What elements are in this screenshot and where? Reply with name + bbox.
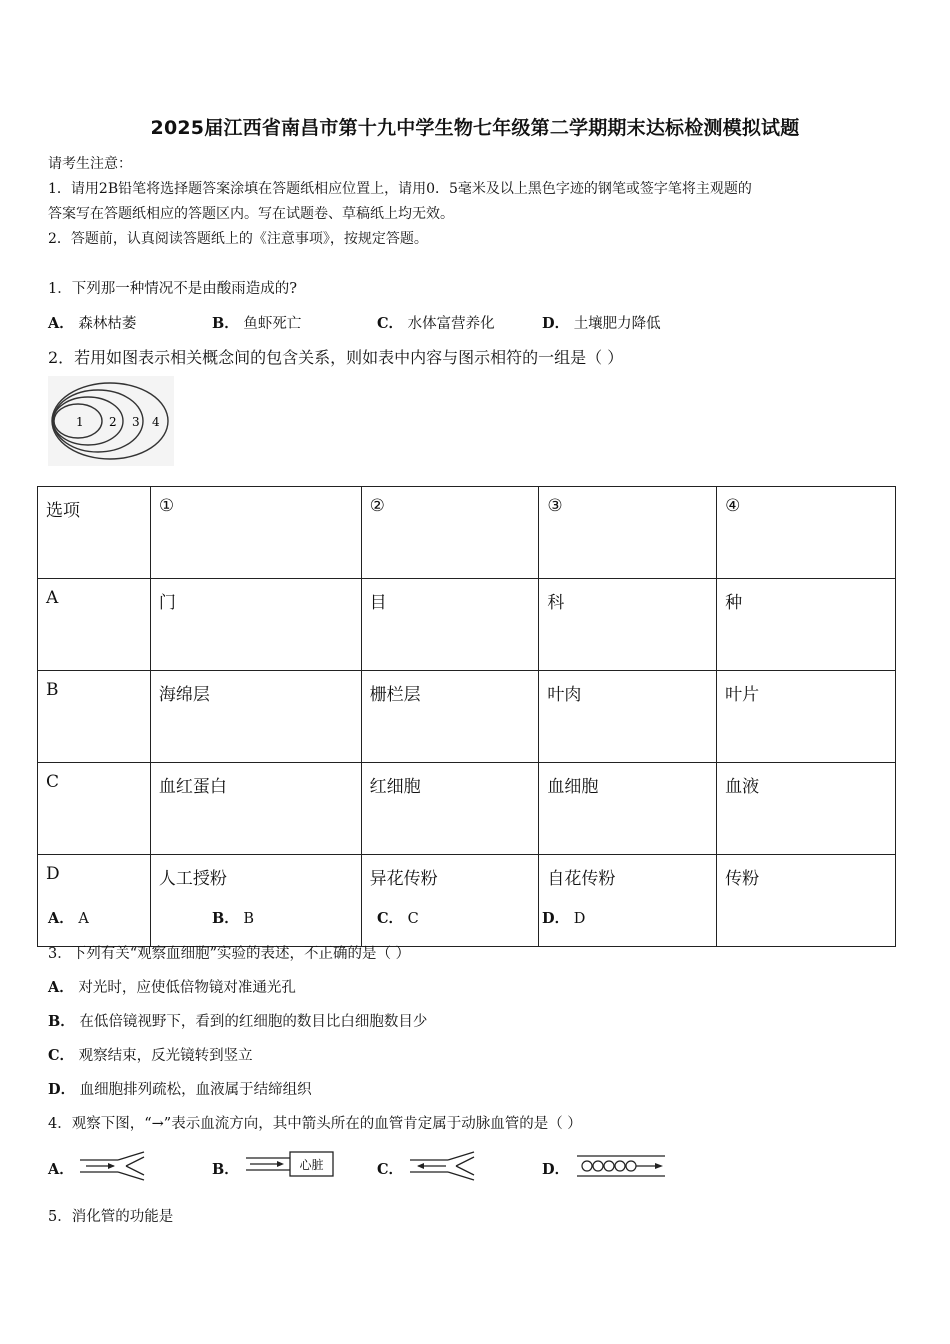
table-header-cell: ③ — [539, 487, 717, 579]
q4-option-d-label: D． — [542, 1161, 570, 1178]
table-cell: 目 — [361, 579, 539, 671]
q2-answer-d: D． D — [542, 910, 586, 927]
venn-label-3: 3 — [132, 415, 140, 429]
page-title: 2025届江西省南昌市第十九中学生物七年级第二学期期末达标检测模拟试题 — [150, 117, 800, 139]
table-cell: A — [38, 579, 151, 671]
table-cell: 叶片 — [717, 671, 896, 763]
q4-option-d-figure — [575, 1153, 669, 1179]
q2-answer-b: B． B — [212, 910, 255, 927]
q4-option-b-figure — [244, 1150, 336, 1178]
table-cell: 种 — [717, 579, 896, 671]
table-header-cell: ④ — [717, 487, 896, 579]
notice-line-1b: 答案写在答题纸相应的答题区内。写在试题卷、草稿纸上均无效。 — [48, 206, 454, 222]
table-cell: 叶肉 — [539, 671, 717, 763]
table-header-cell: ② — [361, 487, 539, 579]
q1-option-d: D． 土壤肥力降低 — [542, 315, 661, 332]
venn-label-4: 4 — [152, 415, 160, 429]
nested-ellipses-diagram — [48, 376, 174, 466]
q4-option-c-figure — [408, 1151, 480, 1181]
q3-option-a: A． 对光时，应使低倍物镜对准通光孔 — [48, 979, 296, 996]
q4-stem: 4．观察下图，“→”表示血流方向，其中箭头所在的血管肯定属于动脉血管的是（ ） — [48, 1116, 582, 1132]
venn-label-1: 1 — [76, 415, 84, 429]
table-cell: 血液 — [717, 763, 896, 855]
q2-answer-a: A． A — [48, 910, 89, 927]
table-cell: 红细胞 — [361, 763, 539, 855]
notice-line-2: 2．答题前，认真阅读答题纸上的《注意事项》，按规定答题。 — [48, 231, 428, 247]
q1-option-a: A． 森林枯萎 — [48, 315, 137, 332]
q5-stem: 5．消化管的功能是 — [48, 1209, 174, 1225]
q4-option-a-figure — [78, 1151, 150, 1181]
table-cell: 栅栏层 — [361, 671, 539, 763]
table-cell: C — [38, 763, 151, 855]
venn-label-2: 2 — [109, 415, 117, 429]
q2-stem: 2．若用如图表示相关概念间的包含关系，则如表中内容与图示相符的一组是（ ） — [48, 348, 624, 367]
table-row — [38, 579, 896, 671]
q4-option-b-label: B． — [212, 1161, 239, 1178]
q3-option-b: B． 在低倍镜视野下，看到的红细胞的数目比白细胞数目少 — [48, 1013, 428, 1030]
table-cell: 传粉 — [717, 855, 896, 947]
table-row — [38, 763, 896, 855]
options-table — [37, 486, 896, 947]
table-cell: 海绵层 — [150, 671, 361, 763]
table-cell: B — [38, 671, 151, 763]
q1-stem: 1．下列那一种情况不是由酸雨造成的? — [48, 281, 297, 297]
q1-option-b: B． 鱼虾死亡 — [212, 315, 302, 332]
table-cell: 科 — [539, 579, 717, 671]
table-cell: 血细胞 — [539, 763, 717, 855]
q1-option-c: C． 水体富营养化 — [377, 315, 495, 332]
q2-answer-c: C． C — [377, 910, 419, 927]
table-cell: 门 — [150, 579, 361, 671]
notice-heading: 请考生注意： — [48, 156, 132, 172]
table-cell: 血红蛋白 — [150, 763, 361, 855]
table-header-cell: 选项 — [38, 487, 151, 579]
table-cell: 自花传粉 — [539, 855, 717, 947]
heart-box-label: 心脏 — [299, 1158, 324, 1172]
table-cell: 异花传粉 — [361, 855, 539, 947]
q4-option-c-label: C． — [377, 1161, 404, 1178]
q3-option-c: C． 观察结束，反光镜转到竖立 — [48, 1047, 253, 1064]
table-header-row — [38, 487, 896, 579]
q4-option-a-label: A． — [48, 1161, 74, 1178]
q3-stem: 3．下列有关“观察血细胞”实验的表述，不正确的是（ ） — [48, 946, 411, 962]
notice-line-1: 1．请用2B铅笔将选择题答案涂填在答题纸相应位置上，请用0．5毫米及以上黑色字迹的钢笔或签字笔将主观题的 — [48, 181, 752, 197]
table-header-cell: ① — [150, 487, 361, 579]
q3-option-d: D． 血细胞排列疏松，血液属于结缔组织 — [48, 1081, 312, 1098]
table-cell: D — [38, 855, 151, 947]
table-row — [38, 671, 896, 763]
table-row — [38, 855, 896, 947]
table-cell: 人工授粉 — [150, 855, 361, 947]
